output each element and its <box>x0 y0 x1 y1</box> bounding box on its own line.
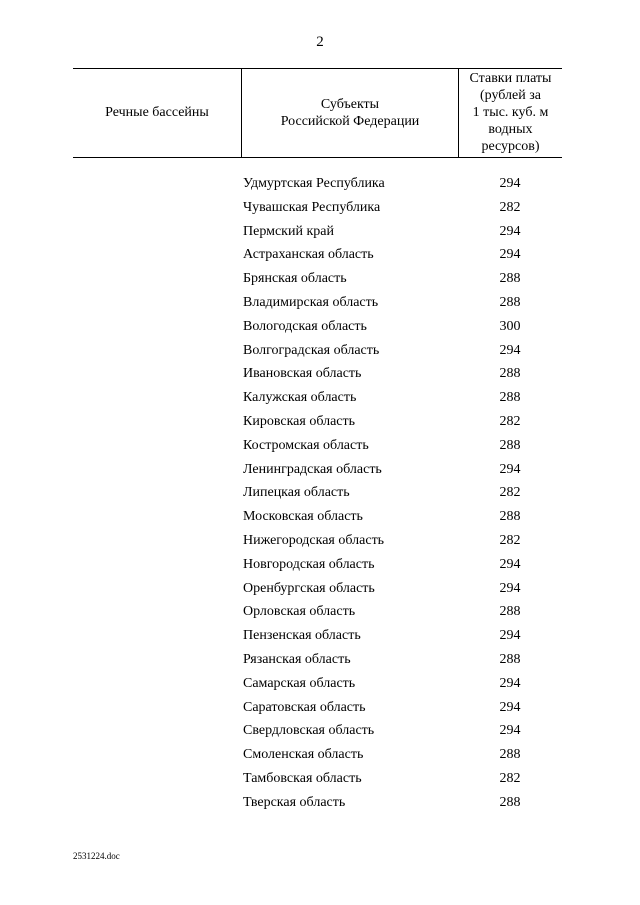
subject-name: Пермский край <box>243 223 334 239</box>
subject-name: Волгоградская область <box>243 342 380 358</box>
header-subjects-line: Субъекты <box>320 96 380 112</box>
rate-value: 294 <box>499 461 521 477</box>
subject-name: Кировская область <box>243 413 356 429</box>
subject-name: Свердловская область <box>243 723 375 739</box>
header-rates-line: (рублей за <box>479 88 541 103</box>
header-subjects <box>242 68 458 157</box>
table-row <box>0 672 640 696</box>
rate-value: 294 <box>499 342 521 358</box>
subject-name: Астраханская область <box>243 247 374 263</box>
table-row <box>0 267 640 291</box>
rate-value: 294 <box>499 580 521 596</box>
table-row <box>0 529 640 553</box>
rate-value: 294 <box>499 723 521 739</box>
rate-value: 282 <box>499 485 521 501</box>
table-row <box>0 386 640 410</box>
subject-name: Московская область <box>243 509 363 525</box>
subject-name: Чувашская Республика <box>243 199 381 215</box>
header-rates-line: ресурсов) <box>481 139 540 154</box>
rate-value: 294 <box>499 556 521 572</box>
table-row <box>0 315 640 339</box>
rate-value: 282 <box>499 413 521 429</box>
header-rates-line: 1 тыс. куб. м <box>472 105 549 120</box>
header-basins <box>73 68 241 157</box>
table-row <box>0 481 640 505</box>
rate-value: 288 <box>499 794 521 810</box>
table-row <box>0 362 640 386</box>
rate-value: 288 <box>499 390 521 406</box>
header-rates-line: водных <box>488 122 533 137</box>
table-row <box>0 624 640 648</box>
rate-value: 294 <box>499 675 521 691</box>
rate-value: 288 <box>499 437 521 453</box>
header-basins-label: Речные бассейны <box>105 105 209 120</box>
subject-name: Нижегородская область <box>243 532 385 548</box>
rate-value: 282 <box>499 770 521 786</box>
table-row <box>0 339 640 363</box>
header-rates-line: Ставки платы <box>469 71 552 86</box>
page-number: 2 <box>316 34 324 50</box>
rate-value: 282 <box>499 532 521 548</box>
table-row <box>0 220 640 244</box>
subject-name: Саратовская область <box>243 699 366 715</box>
table-row <box>0 791 640 815</box>
rate-value: 300 <box>499 318 521 334</box>
subject-name: Смоленская область <box>243 747 364 763</box>
rate-value: 288 <box>499 747 521 763</box>
subject-name: Липецкая область <box>243 485 350 501</box>
subject-name: Новгородская область <box>243 556 375 572</box>
table-row <box>0 600 640 624</box>
subject-name: Ленинградская область <box>243 461 382 477</box>
rate-value: 294 <box>499 699 521 715</box>
subject-name: Оренбургская область <box>243 580 375 596</box>
header-rates <box>459 68 562 157</box>
table-row <box>0 553 640 577</box>
table-row <box>0 719 640 743</box>
rate-value: 294 <box>499 628 521 644</box>
rate-value: 288 <box>499 604 521 620</box>
table-row <box>0 577 640 601</box>
subject-name: Орловская область <box>243 604 356 620</box>
table-row <box>0 648 640 672</box>
subject-name: Владимирская область <box>243 294 379 310</box>
header-bottom-rule <box>73 157 562 158</box>
subject-name: Калужская область <box>243 390 357 406</box>
subject-name: Ивановская область <box>243 366 362 382</box>
rate-value: 288 <box>499 509 521 525</box>
subject-name: Рязанская область <box>243 651 351 667</box>
table-row <box>0 410 640 434</box>
rate-value: 294 <box>499 176 521 191</box>
table-row <box>0 291 640 315</box>
table-row <box>0 243 640 267</box>
header-subjects-line: Российской Федерации <box>280 113 420 129</box>
table-body <box>0 172 640 815</box>
rate-value: 294 <box>499 247 521 263</box>
rate-value: 288 <box>499 366 521 382</box>
rate-value: 288 <box>499 651 521 667</box>
table-row <box>0 743 640 767</box>
subject-name: Костромская область <box>243 437 369 453</box>
table-row <box>0 505 640 529</box>
table-row <box>0 172 640 196</box>
rate-value: 294 <box>499 223 521 239</box>
table-row <box>0 434 640 458</box>
subject-name: Пензенская область <box>243 628 361 644</box>
rate-value: 288 <box>499 271 521 287</box>
subject-name: Удмуртская Республика <box>243 176 385 191</box>
table-row <box>0 767 640 791</box>
subject-name: Самарская область <box>243 675 356 691</box>
subject-name: Тверская область <box>243 794 346 810</box>
table-row <box>0 196 640 220</box>
subject-name: Брянская область <box>243 271 347 287</box>
table-row <box>0 458 640 482</box>
table-row <box>0 696 640 720</box>
document-id: 2531224.doc <box>73 851 120 861</box>
subject-name: Вологодская область <box>243 318 367 334</box>
subject-name: Тамбовская область <box>243 770 362 786</box>
rate-value: 282 <box>499 199 521 215</box>
rate-value: 288 <box>499 294 521 310</box>
